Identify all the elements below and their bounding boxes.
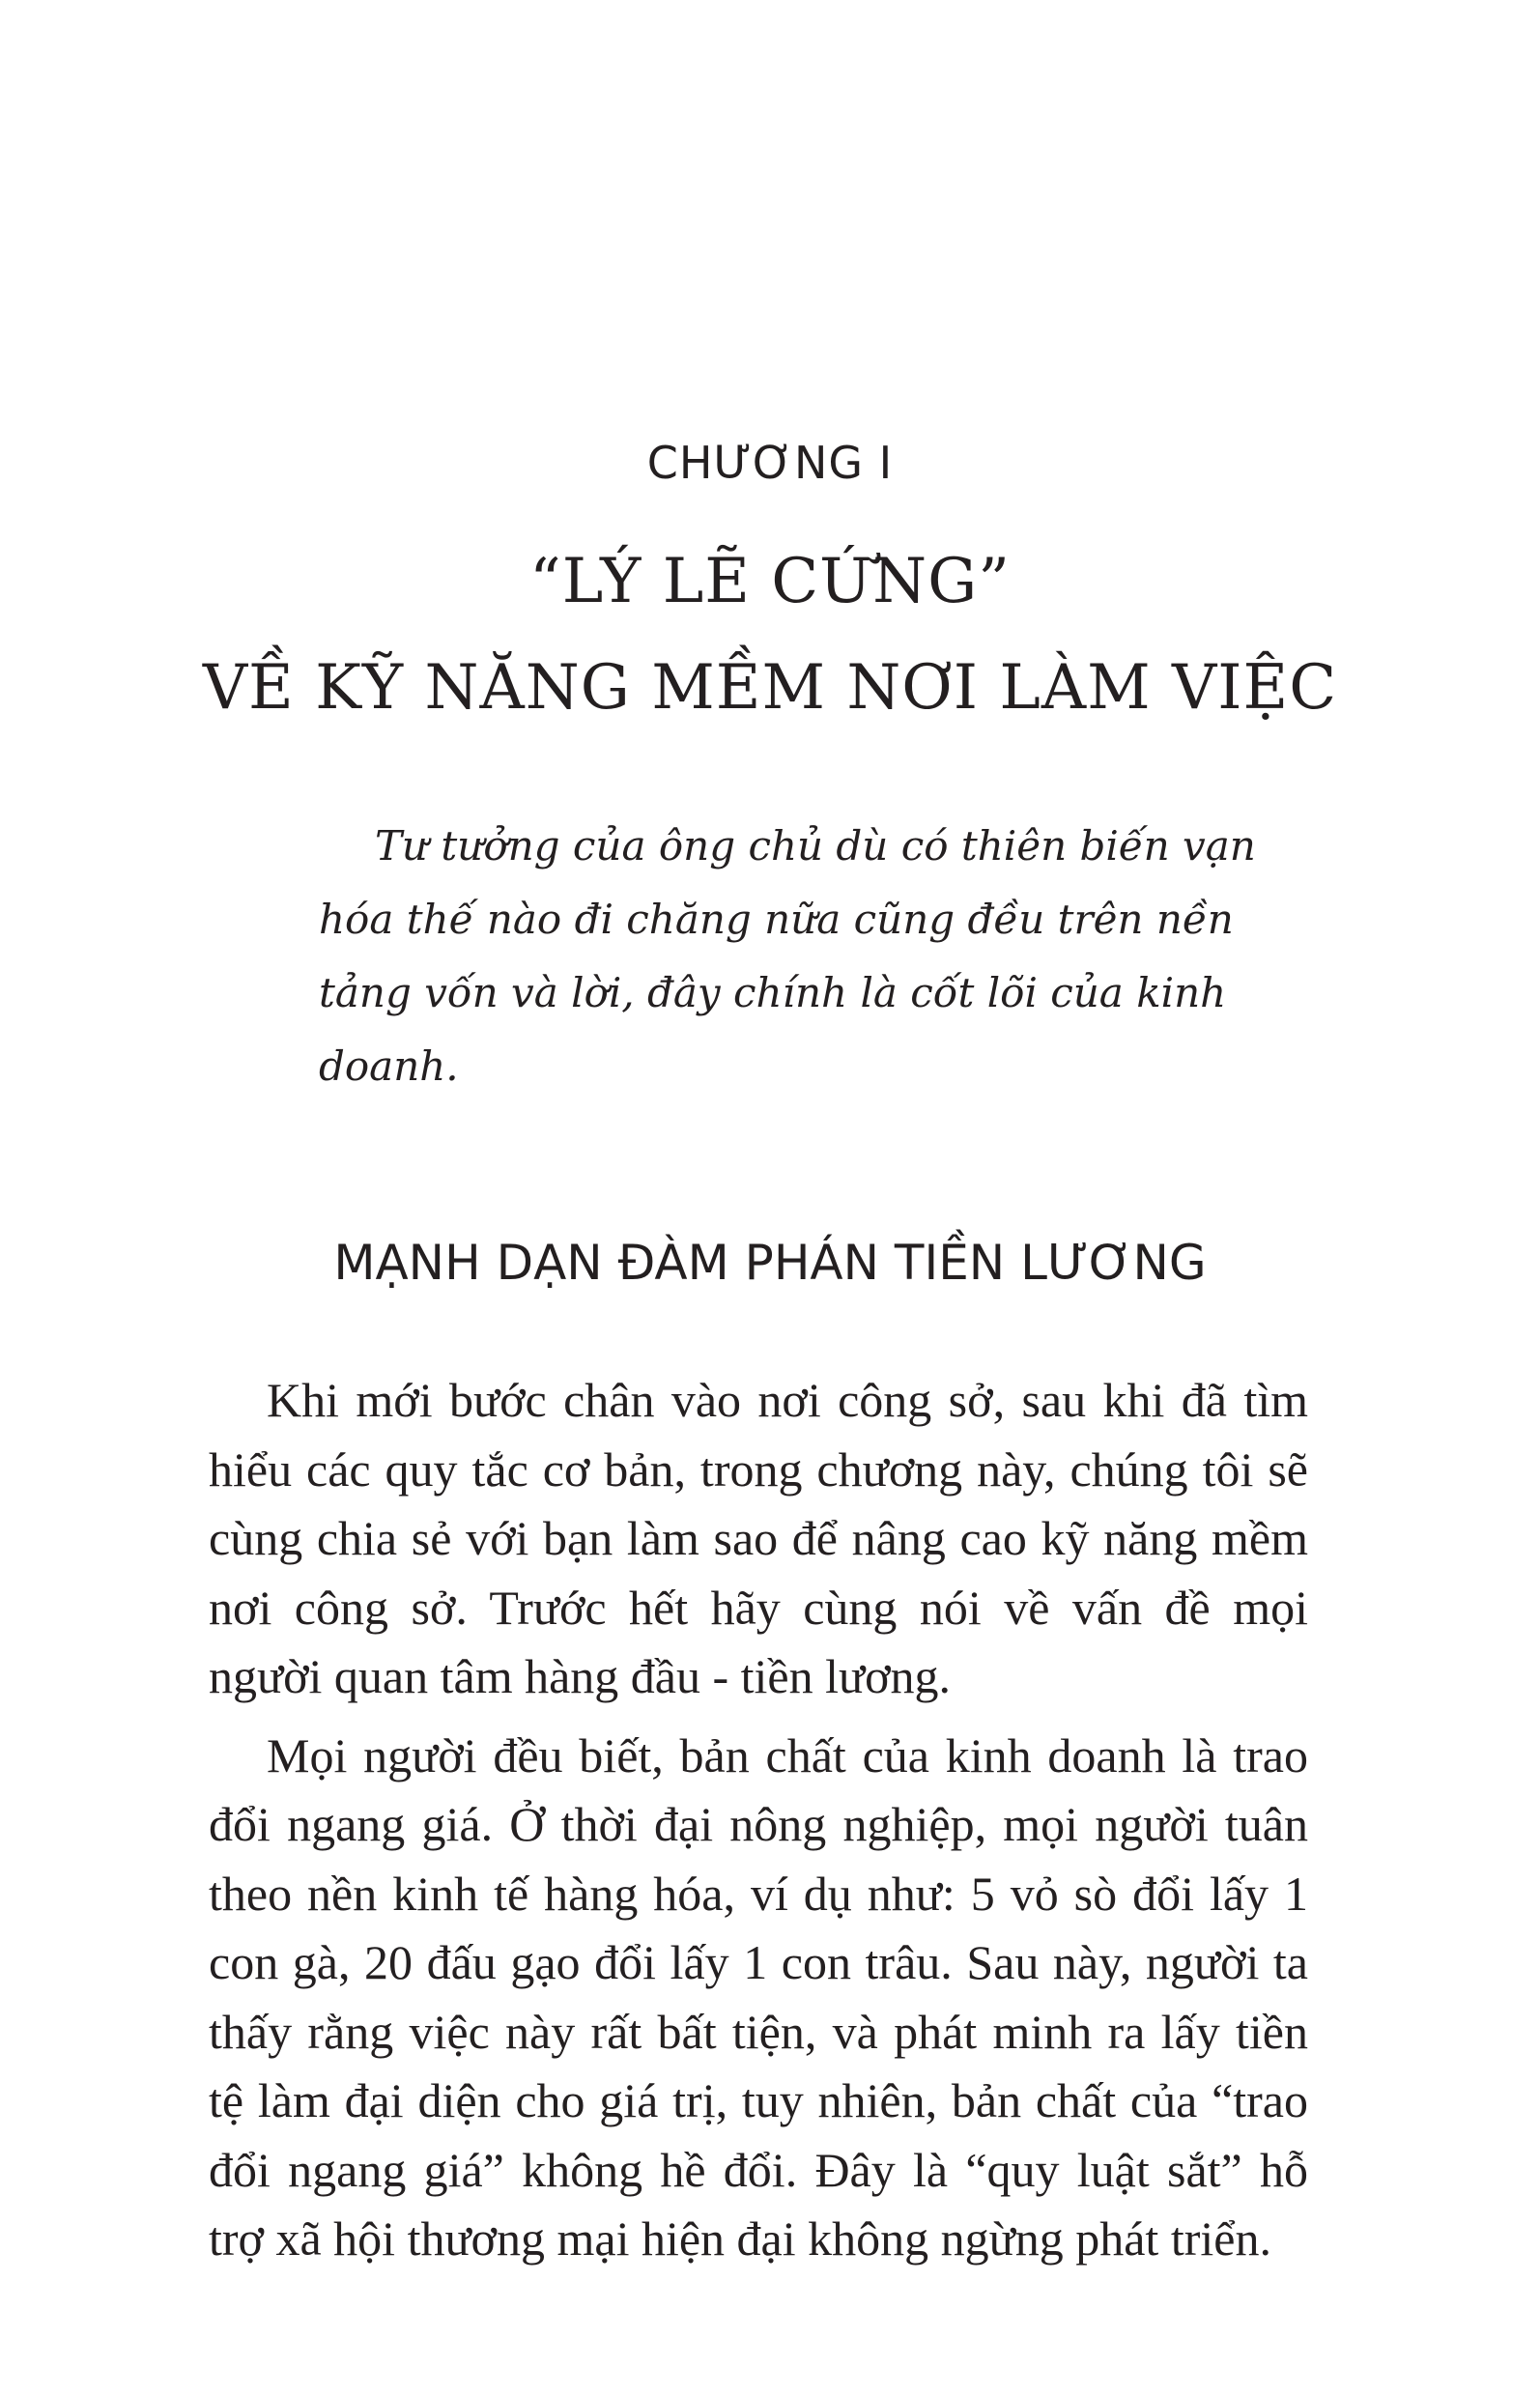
body-paragraph: Mọi người đều biết, bản chất của kinh doanh là trao đổi ngang giá. Ở thời đại nông nghiệp, mọi người tuân theo nền kinh tế hàng hóa, ví dụ như: 5 vỏ sò đổi lấy 1 con gà, 20 đấu gạo đổi lấy 1 con trâu. Sau này, người ta thấy rằng việc này rất bất tiện, và phát minh ra lấy tiền tệ làm đại diện cho giá trị, tuy nhiên, bản chất của “trao đổi ngang giá” không hề đổi. Đây là “quy luật sắt” hỗ trợ xã hội thương mại hiện đại không ngừng phát triển.	[209, 1727, 1308, 2266]
epigraph-quote: Tư tưởng của ông chủ dù có thiên biến vạn hóa thế nào đi chăng nữa cũng đều trên nền tảng vốn và lời, đây chính là cốt lõi của kinh doanh.	[319, 822, 1256, 1090]
chapter-title-line-1: “LÝ LẼ CỨNG”	[528, 546, 1012, 617]
chapter-label: CHƯƠNG I	[646, 437, 894, 489]
body-text	[209, 1366, 1308, 2284]
chapter-title-line-2: VỀ KỸ NĂNG MỀM NƠI LÀM VIỆC	[202, 652, 1338, 724]
section-heading: MẠNH DẠN ĐÀM PHÁN TIỀN LƯƠNG	[333, 1235, 1207, 1291]
body-paragraph: Khi mới bước chân vào nơi công sở, sau khi đã tìm hiểu các quy tắc cơ bản, trong chương này, chúng tôi sẽ cùng chia sẻ với bạn làm sao để nâng cao kỹ năng mềm nơi công sở. Trước hết hãy cùng nói về vấn đề mọi người quan tâm hàng đầu - tiền lương.	[209, 1373, 1308, 1703]
